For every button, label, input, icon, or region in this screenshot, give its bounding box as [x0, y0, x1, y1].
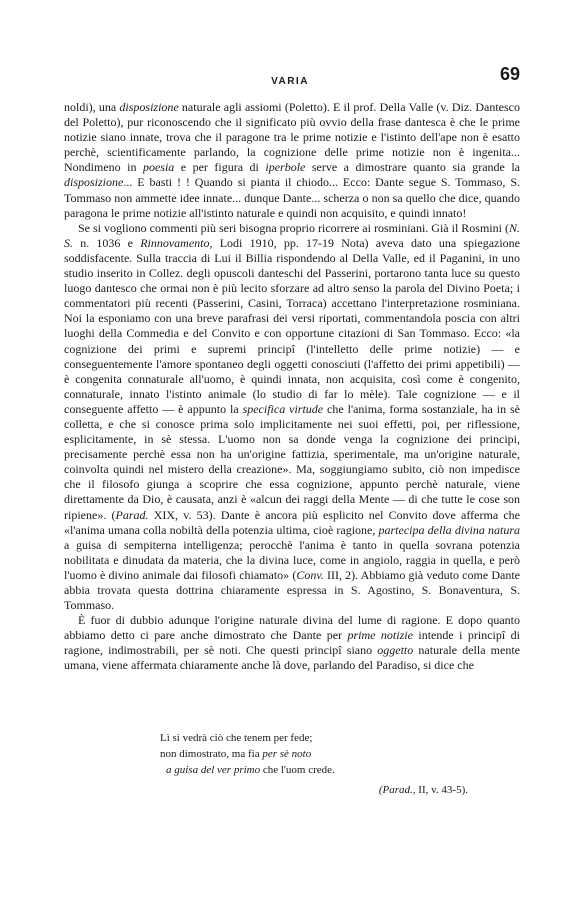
text-run: che l'uom crede. [260, 764, 335, 776]
body-text [64, 100, 520, 674]
verse-quotation [160, 730, 480, 798]
running-head [60, 62, 520, 92]
italic-run: N. S. [64, 220, 520, 250]
italic-run: Parad. [115, 507, 149, 522]
italic-run: iperbole [265, 160, 306, 175]
page-number: 69 [499, 64, 520, 84]
italic-run: per sè noto [262, 748, 312, 760]
italic-run: disposizione [64, 175, 124, 190]
italic-run: partecipa della divina natura [378, 522, 520, 537]
verse-line-2 [160, 746, 480, 762]
section-title: VARIA [271, 76, 309, 87]
text-run: n. 1036 e [73, 235, 141, 250]
text-run: non dimostrato, ma fia [160, 748, 263, 760]
italic-run: Rinnovamento [140, 235, 210, 250]
italic-run: Conv. [296, 567, 324, 582]
italic-run: specifica virtude [242, 401, 324, 416]
text-run: È fuor di dubbio adunque l'origine naturale divina del lume di ragione. E dopo quanto abbiamo detto ci pare anche dimostrato che Dante per [64, 613, 520, 643]
verse-line-1: Lì si vedrà ciò che tenem per fede; [160, 732, 313, 744]
text-run: , Lodi 1910, pp. 17-19 Nota) aveva dato una spiegazione soddisfacente. Sulla traccia di Lui il Billia rispondendo al Della Valle, ed il Paganini, in uno studio inserito in Collez. degli opuscoli danteschi del Passerini, portarono tanta luce su questo luogo dantesco che ormai non è più lecito sforzare ad altro senso la parola del Divino Poeta; i commentatori più recenti (Passerini, Casini, Torraca) accettano l'interpretazione rosminiana. Noi la esponiamo con una breve parafrasi dei versi riportati, commentandola poscia con altri luoghi della Commedia e del Convito e con opportune citazioni di San Tommaso. Ecco: «la cognizione dei primi e supremi principî (l'intelletto delle prime notizie) — e conseguentemente l'amore spontaneo degli oggetti conosciuti (l'affetto dei primi appetibili) — è congenita connaturale all'uomo, è quindi innata, non acquisita, così come è congenito, connaturale, innato l'istinto animale (lo studio di far lo mèle). Tale cognizione — e il conseguente affetto — è appunto la [64, 235, 521, 416]
text-run: naturale della mente umana, viene affermata chiaramente anche là dove, parlando del Paradiso, si dice che [64, 643, 520, 673]
text-run: III, 2). Abbiamo già veduto come Dante abbia trovata questa dottrina chiaramente espressa in S. Agostino, S. Bonaventura, S. Tommaso. [64, 567, 520, 613]
text-run: XIX, v. 53). Dante è ancora più esplicito nel Convito dove afferma che «l'anima umana colla nobiltà della potenzia ultima, cioè ragione, [64, 507, 520, 537]
italic-run: disposizione [119, 100, 179, 114]
text-run: Se si vogliono commenti più seri bisogna proprio ricorrere ai rosminiani. Già il Rosmini ( [78, 220, 509, 235]
italic-run: a guisa del ver primo [166, 764, 261, 776]
text-run: , II, v. 43-5). [412, 784, 468, 796]
italic-run: prime notizie [347, 628, 413, 643]
paragraph-3 [64, 613, 520, 673]
text-run: naturale agli assiomi (Poletto). E il prof. Della Valle (v. Diz. Dantesco del Poletto), pur riconoscendo che il significato più ovvio della frase dantesca è che le prime notizie siano innate, trova che il paragone tra le prime notizie e l'istinto dell'ape non è esatto perchè, scientificamente parlando, la cognizione delle prime notizie non è ingenita... Nondimeno in [64, 100, 520, 175]
text-run: ... E basti ! ! Quando si pianta il chiodo... Ecco: Dante segue S. Tommaso, S. Tommaso non ammette idee innate... dunque Dante... scherza o non sa quello che dice, quando paragona le prime notizie all'istinto naturale e quindi non acquisito, e quindi innato! [64, 175, 520, 220]
italic-run: (Parad. [378, 784, 413, 796]
verse-line-3 [160, 762, 480, 778]
text-run: noldi), una [64, 100, 120, 114]
text-run: serve a dimostrare quanto sia grande la [305, 160, 520, 175]
paragraph-1 [64, 100, 520, 221]
italic-run: oggetto [377, 643, 414, 658]
italic-run: poesia [142, 160, 175, 175]
text-run: a guisa di sempiterna intelligenza; perocchè l'anima è tanto in quella sovrana potenzia nobilitata e dinudata da materia, che la divina luce, come in angiolo, raggia in quella, e però l'uomo è divino animale dai filosofi chiamato» ( [64, 537, 520, 582]
text-run: intende i principî di ragione, indimostrabili, per sè noti. Che questi principî siano [64, 628, 520, 658]
paragraph-2 [64, 221, 520, 613]
text-run: e per figura di [174, 160, 266, 175]
verse-citation [160, 782, 480, 798]
text-run: che l'anima, forma sostanziale, ha in sè colletta, e che si conosce prima solo implicitamente nei suoi effetti, poi, per riflessione, esplicitamente, in sè stessa. L'uomo non sa donde venga la cognizione dei principi, precisamente perchè essa non ha un'origine fattizia, sperimentale, ma un'origine naturale, coinvolta quindi nel mistero della creazione». Ma, soggiungiamo subito, ciò non impedisce che il filosofo giunga a scoprire che essa cognizione, appunto perchè naturale, viene direttamente da Dio, è causata, anzi è «alcun dei raggi della Mente — di che tutte le cose son ripiene». ( [64, 401, 520, 522]
